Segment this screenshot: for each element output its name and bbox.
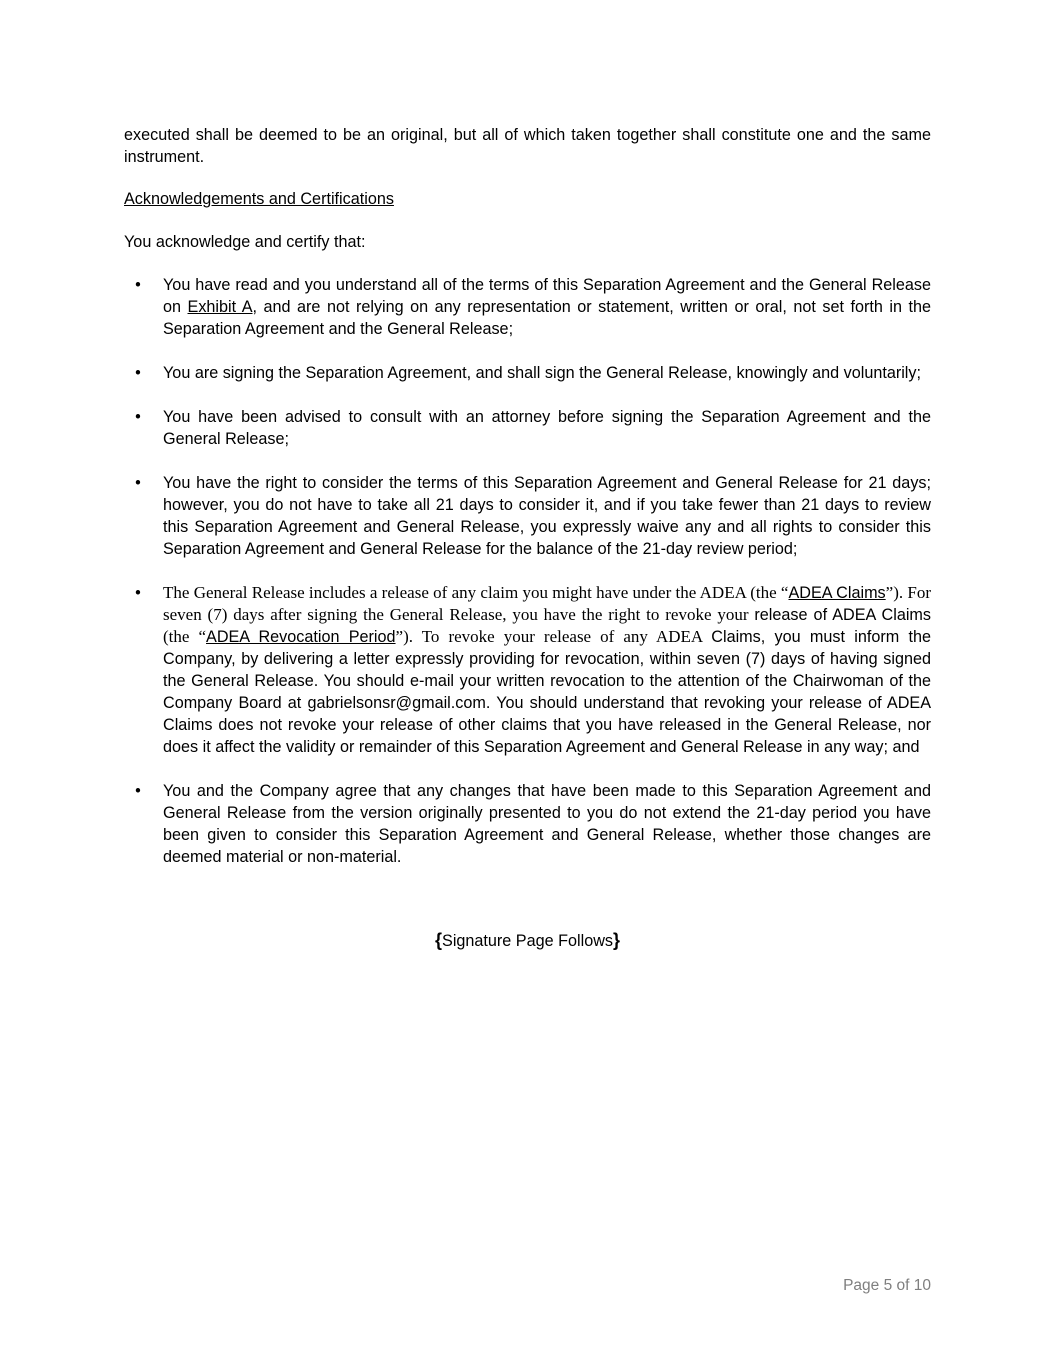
bullet-text: You and the Company agree that any changes that have been made to this Separation Agreement and General Release from the version originally presented to you do not extend the 21-day period you have been given to consider this Separation Agreement and General Release, whether those changes are deemed material or non-material. <box>163 782 931 866</box>
exhibit-a-reference: Exhibit A <box>187 298 253 316</box>
signature-page-note <box>0 929 1055 952</box>
bullet-text: ”). For seven (7) days after signing the General Release, you have the right to revoke your <box>163 583 932 624</box>
close-brace: } <box>612 930 620 950</box>
list-item <box>124 780 931 868</box>
bullet-text: You have been advised to consult with an attorney before signing the Separation Agreement and the General Release; <box>163 408 931 448</box>
bullet-text: ”). To revoke your release of any ADEA <box>395 627 712 646</box>
bullet-text: You are signing the Separation Agreement, and shall sign the General Release, knowingly and voluntarily; <box>163 364 921 382</box>
list-item <box>124 472 931 560</box>
list-item <box>124 582 931 758</box>
bullet-text: (the “ <box>163 627 207 646</box>
bullet-text: release of ADEA Claims <box>754 606 932 624</box>
adea-revocation-period-term: ADEA Revocation Period <box>206 628 396 646</box>
bullet-icon: • <box>135 276 141 294</box>
lead-sentence: You acknowledge and certify that: <box>124 233 366 251</box>
bullet-icon: • <box>135 364 141 382</box>
intro-paragraph: executed shall be deemed to be an original, but all of which taken together shall constitute one and the same instrument. <box>124 126 931 166</box>
bullet-icon: • <box>135 782 141 800</box>
list-item <box>124 362 931 384</box>
bullet-icon: • <box>135 408 141 426</box>
bullet-icon: • <box>135 474 141 492</box>
list-item <box>124 274 931 340</box>
bullet-icon: • <box>135 584 141 602</box>
list-item <box>124 406 931 450</box>
bullet-text: You have read and you understand all of the terms of this Separation Agreement and the General Release on <box>163 276 931 316</box>
section-heading: Acknowledgements and Certifications <box>124 190 394 208</box>
acknowledgement-list <box>124 274 931 890</box>
bullet-text: Claims, you must inform the Company, by delivering a letter expressly providing for revocation, within seven (7) days of having signed the General Release. You should e-mail your written revocation to the attention of the Chairwoman of the Company Board at gabrielsonsr@gmail.com. You should understand that revoking your release of ADEA Claims does not revoke your release of other claims that you have released in the General Release, nor does it affect the validity or remainder of this Separation Agreement and General Release in any way; and <box>163 628 932 756</box>
bullet-text: The General Release includes a release of any claim you might have under the ADEA (the “ <box>163 583 789 602</box>
bullet-text: You have the right to consider the terms of this Separation Agreement and General Release for 21 days; however, you do not have to take all 21 days to consider it, and if you take fewer than 21 days to review this Separation Agreement and General Release, you expressly waive any and all rights to consider this Separation Agreement and General Release for the balance of the 21-day review period; <box>163 474 931 558</box>
page-number: Page 5 of 10 <box>843 1277 931 1294</box>
open-brace: { <box>435 930 443 950</box>
signature-note-text: Signature Page Follows <box>442 932 613 950</box>
adea-claims-term: ADEA Claims <box>788 584 886 602</box>
bullet-text: , and are not relying on any representation or statement, written or oral, not set forth in the Separation Agreement and the General Release; <box>163 298 931 338</box>
